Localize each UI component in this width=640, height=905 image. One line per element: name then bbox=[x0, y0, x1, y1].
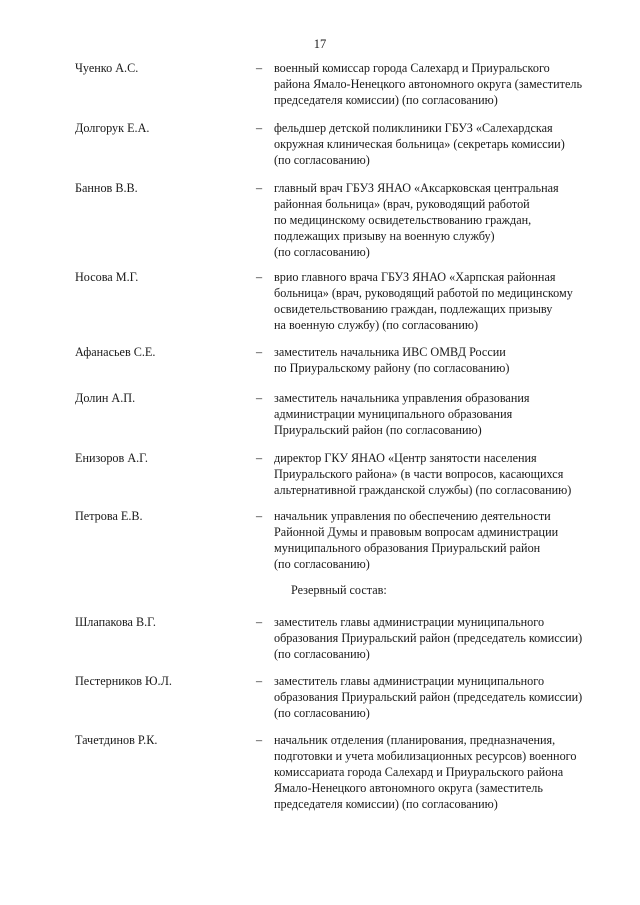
role-line: заместитель главы администрации муниципального bbox=[274, 615, 545, 629]
reserve-heading: Резервный состав: bbox=[291, 583, 387, 597]
role-line: больница» (врач, руководящий работой по медицинскому bbox=[274, 286, 573, 300]
member-role bbox=[274, 508, 614, 572]
dash-separator: – bbox=[256, 181, 263, 195]
role-line: Приуральский район (по согласованию) bbox=[274, 423, 482, 437]
role-line: альтернативной гражданской службы) (по согласованию) bbox=[274, 483, 572, 497]
member-role bbox=[274, 614, 614, 662]
member-role bbox=[274, 269, 614, 333]
role-line: председателя комиссии) (по согласованию) bbox=[274, 93, 498, 107]
role-line: образования Приуральский район (председатель комиссии) bbox=[274, 690, 583, 704]
role-line: (по согласованию) bbox=[274, 647, 370, 661]
role-line: освидетельствованию граждан, подлежащих призыву bbox=[274, 302, 553, 316]
page-number: 17 bbox=[313, 37, 327, 51]
role-line: главный врач ГБУЗ ЯНАО «Аксарковская центральная bbox=[274, 181, 559, 195]
role-line: Ямало-Ненецкого автономного округа (заместитель bbox=[274, 781, 543, 795]
role-line: подлежащих призыву на военную службу) bbox=[274, 229, 495, 243]
member-role bbox=[274, 344, 614, 376]
role-line: окружная клиническая больница» (секретарь комиссии) bbox=[274, 137, 565, 151]
role-line: директор ГКУ ЯНАО «Центр занятости населения bbox=[274, 451, 537, 465]
member-name: Петрова Е.В. bbox=[75, 509, 143, 523]
dash-separator: – bbox=[256, 61, 263, 75]
role-line: на военную службу) (по согласованию) bbox=[274, 318, 479, 332]
role-line: Приуральского района» (в части вопросов, касающихся bbox=[274, 467, 564, 481]
member-role bbox=[274, 732, 614, 812]
member-name: Шлапакова В.Г. bbox=[75, 615, 156, 629]
role-line: врио главного врача ГБУЗ ЯНАО «Харпская районная bbox=[274, 270, 556, 284]
dash-separator: – bbox=[256, 391, 263, 405]
role-line: по Приуральскому району (по согласованию) bbox=[274, 361, 510, 375]
member-name: Афанасьев С.Е. bbox=[75, 345, 156, 359]
dash-separator: – bbox=[256, 451, 263, 465]
role-line: заместитель начальника ИВС ОМВД России bbox=[274, 345, 506, 359]
role-line: (по согласованию) bbox=[274, 706, 370, 720]
member-role bbox=[274, 120, 614, 168]
role-line: (по согласованию) bbox=[274, 245, 370, 259]
dash-separator: – bbox=[256, 674, 263, 688]
dash-separator: – bbox=[256, 345, 263, 359]
role-line: заместитель главы администрации муниципального bbox=[274, 674, 545, 688]
role-line: (по согласованию) bbox=[274, 153, 370, 167]
member-name: Носова М.Г. bbox=[75, 270, 139, 284]
role-line: муниципального образования Приуральский район bbox=[274, 541, 541, 555]
member-name: Долгорук Е.А. bbox=[75, 121, 150, 135]
role-line: подготовки и учета мобилизационных ресурсов) военного bbox=[274, 749, 577, 763]
role-line: военный комиссар города Салехард и Приуральского bbox=[274, 61, 550, 75]
member-role bbox=[274, 390, 614, 438]
member-role bbox=[274, 180, 614, 260]
role-line: Районной Думы и правовым вопросам администрации bbox=[274, 525, 559, 539]
role-line: заместитель начальника управления образования bbox=[274, 391, 530, 405]
role-line: председателя комиссии) (по согласованию) bbox=[274, 797, 498, 811]
member-role bbox=[274, 673, 614, 721]
role-line: администрации муниципального образования bbox=[274, 407, 513, 421]
dash-separator: – bbox=[256, 121, 263, 135]
role-line: комиссариата города Салехард и Приуральского района bbox=[274, 765, 564, 779]
member-name: Чуенко А.С. bbox=[75, 61, 139, 75]
dash-separator: – bbox=[256, 615, 263, 629]
role-line: начальник управления по обеспечению деятельности bbox=[274, 509, 551, 523]
role-line: (по согласованию) bbox=[274, 557, 370, 571]
member-name: Баннов В.В. bbox=[75, 181, 138, 195]
role-line: образования Приуральский район (председатель комиссии) bbox=[274, 631, 583, 645]
role-line: района Ямало-Ненецкого автономного округа (заместитель bbox=[274, 77, 583, 91]
member-name: Долин А.П. bbox=[75, 391, 136, 405]
member-role bbox=[274, 450, 614, 498]
member-name: Тачетдинов Р.К. bbox=[75, 733, 158, 747]
dash-separator: – bbox=[256, 733, 263, 747]
role-line: по медицинскому освидетельствованию граждан, bbox=[274, 213, 532, 227]
member-role bbox=[274, 60, 614, 108]
role-line: районная больница» (врач, руководящий работой bbox=[274, 197, 530, 211]
member-name: Енизоров А.Г. bbox=[75, 451, 148, 465]
dash-separator: – bbox=[256, 270, 263, 284]
role-line: фельдшер детской поликлиники ГБУЗ «Салехардская bbox=[274, 121, 553, 135]
dash-separator: – bbox=[256, 509, 263, 523]
role-line: начальник отделения (планирования, предназначения, bbox=[274, 733, 556, 747]
member-name: Пестерников Ю.Л. bbox=[75, 674, 172, 688]
